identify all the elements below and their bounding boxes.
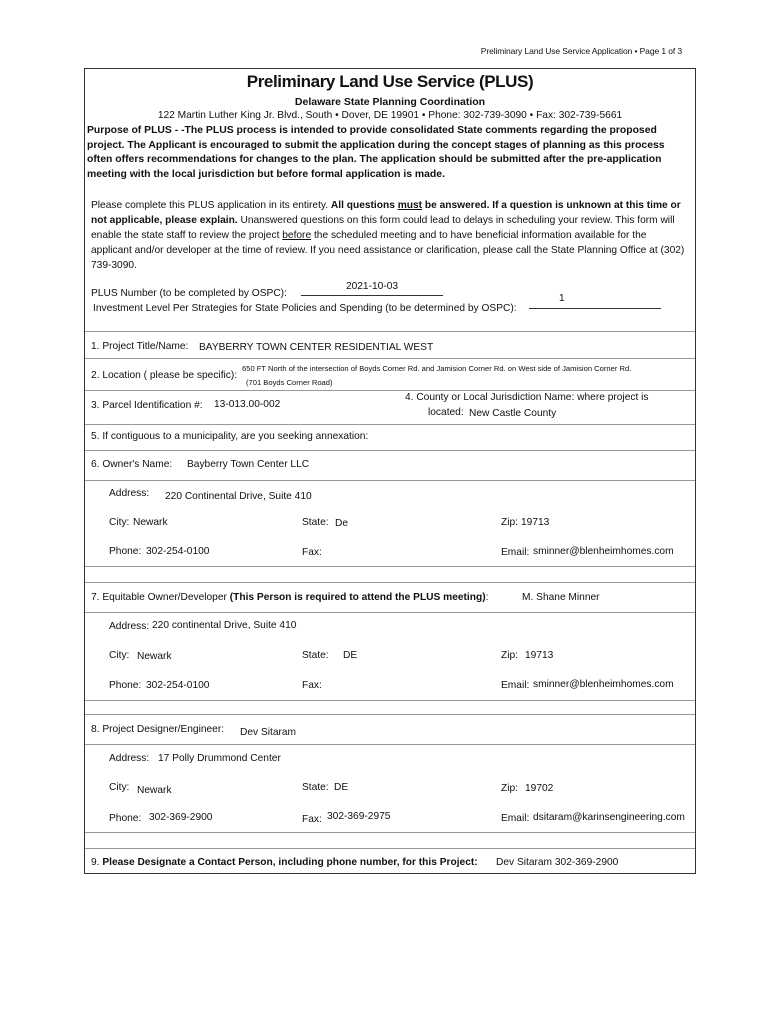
- form-title: Preliminary Land Use Service (PLUS): [246, 72, 534, 91]
- owner-address-label: Address:: [109, 488, 150, 499]
- developer-phone-field[interactable]: 302-254-0100: [146, 680, 210, 691]
- owner-email-field[interactable]: sminner@blenheimhomes.com: [533, 546, 674, 557]
- contact-person-field[interactable]: Dev Sitaram 302-369-2900: [496, 857, 619, 868]
- designer-city-field[interactable]: Newark: [137, 785, 172, 796]
- developer-email-label: Email:: [501, 680, 530, 691]
- owner-address-field[interactable]: 220 Continental Drive, Suite 410: [165, 491, 312, 502]
- project-title-label: 1. Project Title/Name:: [91, 341, 189, 352]
- investment-level-label: Investment Level Per Strategies for State Policies and Spending (to be determined by OSPC):: [93, 303, 517, 314]
- developer-state-field[interactable]: DE: [343, 650, 358, 661]
- project-title-field[interactable]: BAYBERRY TOWN CENTER RESIDENTIAL WEST: [199, 342, 434, 353]
- plus-application-form: [84, 68, 696, 874]
- designer-address-field[interactable]: 17 Polly Drummond Center: [158, 753, 281, 764]
- purpose-statement: Purpose of PLUS - -The PLUS process is intended to provide consolidated State comments regarding the proposed project. The Applicant is encouraged to submit the application during the concept stages of planning as this process often offers recommendations for changes to the plan. The application should be submitted after the pre-application meeting with the local jurisdiction but before formal application is made.: [87, 125, 665, 180]
- owner-name-label: 6. Owner's Name:: [91, 459, 173, 470]
- developer-name-field[interactable]: M. Shane Minner: [522, 592, 600, 603]
- designer-phone-label: Phone:: [109, 813, 142, 824]
- designer-email-label: Email:: [501, 813, 530, 824]
- developer-state-label: State:: [302, 650, 329, 661]
- jurisdiction-label: 4. County or Local Jurisdiction Name: where project is: [405, 392, 649, 403]
- developer-phone-label: Phone:: [109, 680, 142, 691]
- designer-fax-field[interactable]: 302-369-2975: [327, 811, 391, 822]
- owner-state-field[interactable]: De: [335, 518, 349, 529]
- location-field-line2[interactable]: (701 Boyds Corner Road): [246, 378, 333, 387]
- location-field-line1[interactable]: 650 FT North of the intersection of Boyds Corner Rd. and Jamision Corner Rd. on West side of Jamision Corner Rd.: [242, 364, 632, 373]
- designer-label: 8. Project Designer/Engineer:: [91, 724, 225, 735]
- developer-fax-label: Fax:: [302, 680, 322, 691]
- developer-address-field[interactable]: 220 continental Drive, Suite 410: [152, 620, 297, 631]
- designer-city-label: City:: [109, 782, 130, 793]
- location-label: 2. Location ( please be specific):: [91, 370, 238, 381]
- designer-fax-label: Fax:: [302, 814, 322, 825]
- contact-person-label: 9. Please Designate a Contact Person, including phone number, for this Project:: [91, 857, 478, 868]
- developer-label: 7. Equitable Owner/Developer (This Person is required to attend the PLUS meeting):: [91, 592, 489, 603]
- developer-city-label: City:: [109, 650, 130, 661]
- plus-number-field[interactable]: 2021-10-03: [301, 281, 443, 296]
- designer-email-field[interactable]: dsitaram@karinsengineering.com: [533, 812, 685, 823]
- designer-name-field[interactable]: Dev Sitaram: [240, 727, 297, 738]
- parcel-id-field[interactable]: 13-013.00-002: [214, 399, 281, 410]
- office-address: 122 Martin Luther King Jr. Blvd., South • Dover, DE 19901 • Phone: 302-739-3090 • Fax: 302-739-5661: [157, 110, 623, 121]
- designer-zip-field[interactable]: 19702: [525, 783, 554, 794]
- owner-name-field[interactable]: Bayberry Town Center LLC: [187, 459, 310, 470]
- developer-email-field[interactable]: sminner@blenheimhomes.com: [533, 679, 674, 690]
- developer-zip-label: Zip:: [501, 650, 518, 661]
- designer-state-label: State:: [302, 782, 329, 793]
- designer-address-label: Address:: [109, 753, 150, 764]
- developer-city-field[interactable]: Newark: [137, 651, 172, 662]
- owner-email-label: Email:: [501, 547, 530, 558]
- jurisdiction-located-label: located:: [428, 407, 464, 418]
- owner-phone-label: Phone:: [109, 546, 142, 557]
- owner-fax-label: Fax:: [302, 547, 322, 558]
- developer-zip-field[interactable]: 19713: [525, 650, 554, 661]
- owner-state-label: State:: [302, 517, 329, 528]
- plus-number-label: PLUS Number (to be completed by OSPC):: [91, 288, 287, 299]
- jurisdiction-field[interactable]: New Castle County: [469, 408, 557, 419]
- owner-phone-field[interactable]: 302-254-0100: [146, 546, 210, 557]
- owner-zip-field[interactable]: 19713: [521, 517, 550, 528]
- annexation-label: 5. If contiguous to a municipality, are you seeking annexation:: [91, 431, 369, 442]
- owner-city-field[interactable]: Newark: [133, 517, 168, 528]
- developer-address-label: Address:: [109, 621, 150, 632]
- form-subtitle: Delaware State Planning Coordination: [294, 96, 486, 108]
- instructions: Please complete this PLUS application in its entirety. All questions must be answered. If a question is unknown at this time or not applicable, please explain. Unanswered questions on this form could lead to delays in scheduling your review. This form will enable the state staff to review the project before the scheduled meeting and to have beneficial information available for the applicant and/or developer at the time of review. If you need assistance or clarification, please call the State Planning Office at (302) 739-3090.: [91, 200, 685, 271]
- owner-zip-label: Zip:: [501, 517, 518, 528]
- investment-level-field[interactable]: 1: [529, 293, 661, 309]
- designer-phone-field[interactable]: 302-369-2900: [149, 812, 213, 823]
- owner-city-label: City:: [109, 517, 130, 528]
- page-header: Preliminary Land Use Service Application • Page 1 of 3: [480, 46, 682, 56]
- parcel-id-label: 3. Parcel Identification #:: [91, 400, 203, 411]
- designer-state-field[interactable]: DE: [334, 782, 349, 793]
- designer-zip-label: Zip:: [501, 783, 518, 794]
